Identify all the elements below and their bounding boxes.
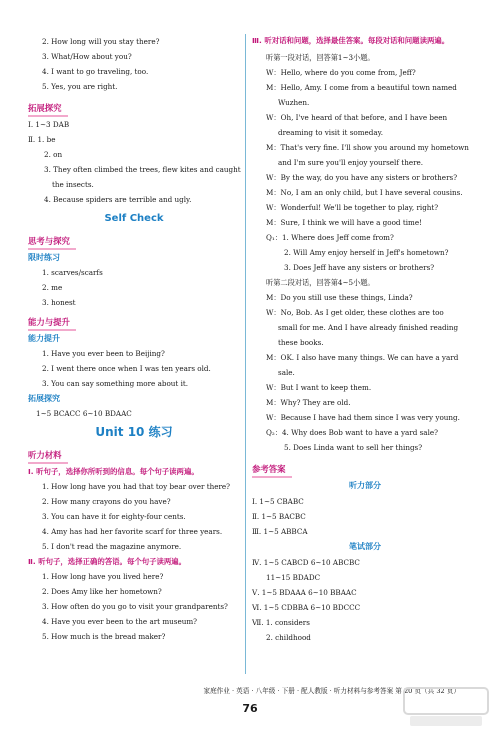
dialog-line: M：That's very fine. I'll show you around my hometown xyxy=(266,143,469,152)
answer-line: Ⅶ. 1. considers xyxy=(252,618,310,627)
dialog-line: W：By the way, do you have any sisters or brothers? xyxy=(266,173,458,182)
answer-line: 4. Because spiders are terrible and ugly. xyxy=(44,195,192,204)
answer-line: 2. I went there once when I was ten years old. xyxy=(42,364,211,373)
answer-line: 3. honest xyxy=(42,298,76,307)
section-heading-sikao: 思考与探究 xyxy=(28,234,76,250)
instruction-line: Ⅲ. 听对话和问题，选择最佳答案。每段对话和问题读两遍。 xyxy=(252,36,450,45)
section-heading-nengli: 能力与提升 xyxy=(28,315,76,331)
question-line: 2. Will Amy enjoy herself in Jeff's hometown? xyxy=(284,248,449,257)
list-item: 3. How often do you go to visit your grandparents? xyxy=(42,602,228,611)
dialog-line: W：Hello, where do you come from, Jeff? xyxy=(266,68,416,77)
question-line: 3. Does Jeff have any sisters or brothers? xyxy=(284,263,435,272)
page-number: 76 xyxy=(242,702,258,715)
list-item: 2. Does Amy like her hometown? xyxy=(42,587,162,596)
left-column xyxy=(28,34,240,644)
question-line: 5. Does Linda want to sell her things? xyxy=(284,443,423,452)
answer-line: Ⅲ. 1~5 ABBCA xyxy=(252,527,308,536)
dialog-line: Wuzhen. xyxy=(278,98,310,107)
instruction-line: Ⅰ. 听句子，选择你所听到的信息。每个句子读两遍。 xyxy=(28,467,199,476)
answer-line: 1. Have you ever been to Beijing? xyxy=(42,349,165,358)
section-heading-answers: 参考答案 xyxy=(252,462,292,478)
dialog-line: W：No, Bob. As I get older, these clothes are too xyxy=(266,308,444,317)
section-heading-tuozhan: 拓展探究 xyxy=(28,101,68,117)
answer-line: Ⅴ. 1~5 BDAAA 6~10 BBAAC xyxy=(252,588,357,597)
subsection-heading: 限时练习 xyxy=(28,253,60,262)
dialog-line: M：OK. I also have many things. We can have a yard xyxy=(266,353,459,362)
unit-title: Unit 10 练习 xyxy=(95,425,173,439)
answer-line: 11~15 BDADC xyxy=(266,573,321,582)
dialog-intro: 听第一段对话，回答第1~3小题。 xyxy=(266,53,375,62)
answer-line: 2. me xyxy=(42,283,63,292)
dialog-line: sale. xyxy=(278,368,295,377)
list-item: 5. How much is the bread maker? xyxy=(42,632,166,641)
answer-line: Ⅱ. 1. be xyxy=(28,135,56,144)
dialog-line: W：Because I have had them since I was very young. xyxy=(266,413,460,422)
question-line: Q₂：4. Why does Bob want to have a yard sale? xyxy=(266,428,438,437)
subsection-heading: 拓展探究 xyxy=(28,394,60,403)
self-check-title: Self Check xyxy=(104,213,164,224)
subsection-heading: 能力提升 xyxy=(28,334,60,343)
dialog-line: M：No, I am an only child, but I have several cousins. xyxy=(266,188,463,197)
answer-line: 1. scarves/scarfs xyxy=(42,268,103,277)
dialog-intro: 听第二段对话，回答第4~5小题。 xyxy=(266,278,375,287)
answer-line: 1~5 BCACC 6~10 BDAAC xyxy=(36,409,132,418)
column-divider xyxy=(245,34,246,674)
list-item: 1. How long have you had that toy bear over there? xyxy=(42,482,231,491)
dialog-line: W：But I want to keep them. xyxy=(266,383,372,392)
written-answers-heading: 笔试部分 xyxy=(349,542,381,551)
list-item: 5. I don't read the magazine anymore. xyxy=(42,542,182,551)
answer-line: Ⅳ. 1~5 CABCD 6~10 ABCBC xyxy=(252,558,360,567)
dialog-line: M：Sure, I think we will have a good time! xyxy=(266,218,422,227)
dialog-line: M：Do you still use these things, Linda? xyxy=(266,293,413,302)
answer-line: Ⅱ. 1~5 BACBC xyxy=(252,512,306,521)
list-item: 4. Amy has had her favorite scarf for three years. xyxy=(42,527,223,536)
list-item: 1. How long have you lived here? xyxy=(42,572,164,581)
list-item: 2. How many crayons do you have? xyxy=(42,497,171,506)
dialog-line: W：Oh, I've heard of that before, and I have been xyxy=(266,113,448,122)
instruction-line: Ⅱ. 听句子，选择正确的答语。每个句子读两遍。 xyxy=(28,557,187,566)
list-item: 3. You can have it for eighty-four cents. xyxy=(42,512,186,521)
answer-line: 3. You can say something more about it. xyxy=(42,379,189,388)
dialog-line: M：Hello, Amy. I come from a beautiful town named xyxy=(266,83,457,92)
dialog-line: small for me. And I have already finished reading xyxy=(278,323,459,332)
dialog-line: W：Wonderful! We'll be together to play, right? xyxy=(266,203,439,212)
answer-line: Ⅵ. 1~5 CDBBA 6~10 BDCCC xyxy=(252,603,361,612)
question-line: Q₁：1. Where does Jeff come from? xyxy=(266,233,394,242)
answer-line: 3. They often climbed the trees, flew kites and caught xyxy=(44,165,241,174)
dialog-line: these books. xyxy=(278,338,324,347)
dialog-line: M：Why? They are old. xyxy=(266,398,351,407)
list-item: 3. What/How about you? xyxy=(42,52,132,61)
answer-line: Ⅰ. 1~3 DAB xyxy=(28,120,70,129)
right-column xyxy=(252,34,478,645)
list-item: 2. How long will you stay there? xyxy=(42,37,160,46)
dialog-line: and I'm sure you'll enjoy yourself there. xyxy=(278,158,424,167)
list-item: 5. Yes, you are right. xyxy=(42,82,118,91)
section-heading-tingli: 听力材料 xyxy=(28,448,68,464)
list-item: 4. Have you ever been to the art museum? xyxy=(42,617,198,626)
watermark-logo xyxy=(400,686,492,730)
answer-line: Ⅰ. 1~5 CBABC xyxy=(252,497,304,506)
answer-line: 2. childhood xyxy=(266,633,311,642)
page-footer: 家庭作业 · 英语 · 八年级 · 下册 · 配人教版 · 听力材料与参考答案 第 20 页（共 32 页） xyxy=(203,687,460,695)
listening-answers-heading: 听力部分 xyxy=(349,481,381,490)
list-item: 4. I want to go traveling, too. xyxy=(42,67,149,76)
answer-line: 2. on xyxy=(44,150,63,159)
answer-line: the insects. xyxy=(52,180,94,189)
dialog-line: dreaming to visit it someday. xyxy=(278,128,384,137)
